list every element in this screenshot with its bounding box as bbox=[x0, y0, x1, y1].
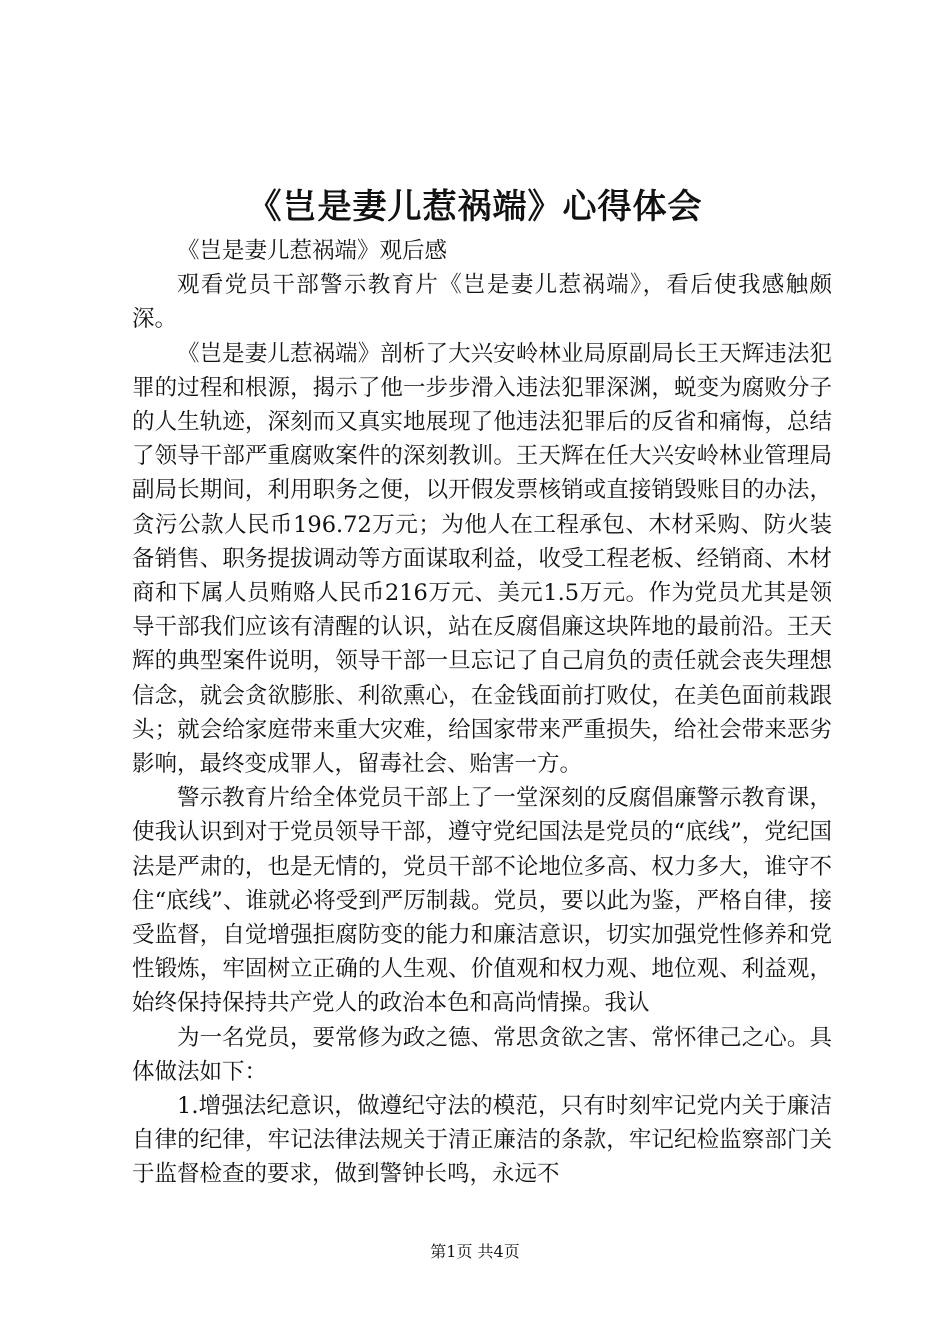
case-analysis-paragraph: 《岂是妻儿惹祸端》剖析了大兴安岭林业局原副局长王天辉违法犯罪的过程和根源，揭示了他一步步滑入违法犯罪深渊，蜕变为腐败分子的人生轨迹，深刻而又真实地展现了他违法犯罪后的反省和痛悔，总结了领导干部严重腐败案件的深刻教训。王天辉在任大兴安岭林业管理局副局长期间，利用职务之便，以开假发票核销或直接销毁账目的办法，贪污公款人民币196.72万元；为他人在工程承包、木材采购、防火装备销售、职务提拔调动等方面谋取利益，收受工程老板、经销商、木材商和下属人员贿赂人民币216万元、美元1.5万元。作为党员尤其是领导干部我们应该有清醒的认识，站在反腐倡廉这块阵地的最前沿。王天辉的典型案件说明，领导干部一旦忘记了自己肩负的责任就会丧失理想信念，就会贪欲膨胀、利欲熏心，在金钱面前打败仗，在美色面前栽跟头；就会给家庭带来重大灾难，给国家带来严重损失，给社会带来恶劣影响，最终变成罪人，留毒社会、贻害一方。 bbox=[132, 340, 832, 778]
intro-paragraph: 观看党员干部警示教育片《岂是妻儿惹祸端》，看后使我感触颇深。 bbox=[132, 272, 832, 333]
document-body bbox=[132, 234, 832, 1192]
document-title: 《岂是妻儿惹祸端》心得体会 bbox=[247, 187, 703, 227]
lesson-paragraph: 警示教育片给全体党员干部上了一堂深刻的反腐倡廉警示教育课，使我认识到对于党员领导干部，遵守党纪国法是党员的“底线”，党纪国法是严肃的，也是无情的，党员干部不论地位多高、权力多大，谁守不住“底线”、谁就必将受到严厉制裁。党员，要以此为鉴，严格自律，接受监督，自觉增强拒腐防变的能力和廉洁意识，切实加强党性修养和党性锻炼，牢固树立正确的人生观、价值观和权力观、地位观、利益观，始终保持保持共产党人的政治本色和高尚情操。我认 bbox=[132, 785, 832, 1017]
approach-paragraph: 为一名党员，要常修为政之德、常思贪欲之害、常怀律己之心。具体做法如下： bbox=[132, 1024, 832, 1085]
page-number-footer: 第1页 共4页 bbox=[430, 1242, 520, 1261]
point-1-paragraph: 1.增强法纪意识，做遵纪守法的模范，只有时刻牢记党内关于廉洁自律的纪律，牢记法律法规关于清正廉洁的条款，牢记纪检监察部门关于监督检查的要求，做到警钟长鸣，永远不 bbox=[132, 1093, 832, 1188]
subtitle-paragraph: 《岂是妻儿惹祸端》观后感 bbox=[177, 238, 448, 264]
